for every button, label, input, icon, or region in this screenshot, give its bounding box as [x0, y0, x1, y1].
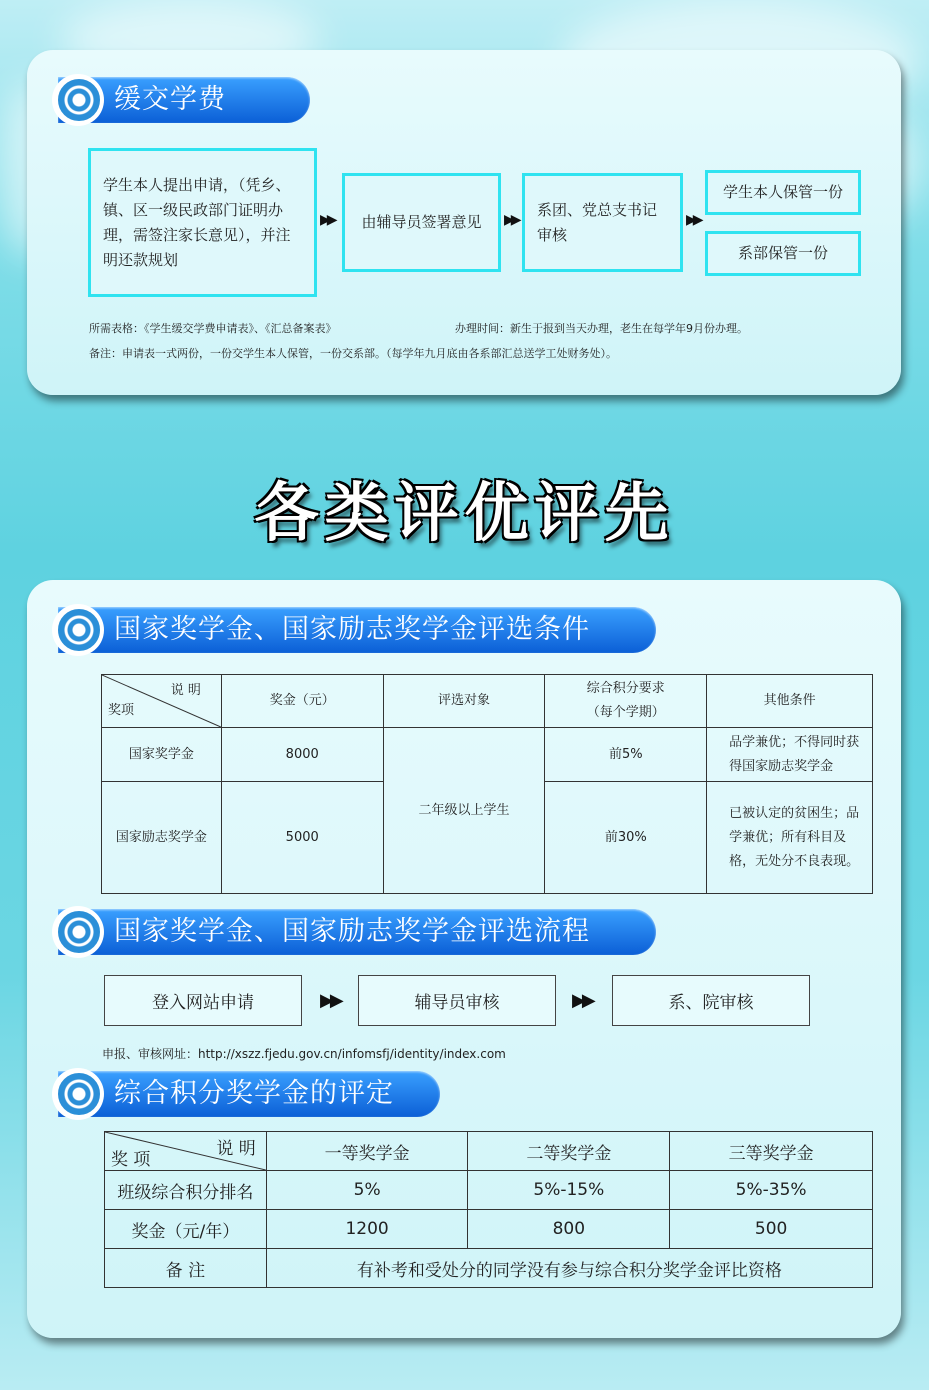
other-conditions: 品学兼优；不得同时获得国家励志奖学金 — [707, 728, 873, 782]
row-label: 奖金（元/年） — [105, 1210, 267, 1249]
column-header: 一等奖学金 — [266, 1132, 468, 1171]
section-title: 国家奖学金、国家励志奖学金评选条件 — [114, 614, 590, 645]
double-arrow-icon: ▶▶ — [504, 212, 518, 228]
process-step-apply-online: 登入网站申请 — [104, 975, 302, 1026]
table-row — [105, 1210, 873, 1249]
double-arrow-icon: ▶▶ — [572, 990, 592, 1011]
section-title: 缓交学费 — [114, 84, 226, 115]
school-logo-icon — [58, 911, 100, 953]
page-title: 各类评优评先 — [254, 477, 675, 551]
column-header: 二等奖学金 — [468, 1132, 670, 1171]
remark-cell: 有补考和受处分的同学没有参与综合积分奖学金评比资格 — [266, 1249, 872, 1288]
process-step-counselor-review: 辅导员审核 — [358, 975, 556, 1026]
table-corner-cell: 说 明 奖 项 — [105, 1132, 267, 1171]
score-requirement: 前30% — [545, 782, 707, 894]
column-header: 综合积分要求 （每个学期） — [545, 675, 707, 728]
flow-step-apply: 学生本人提出申请，（凭乡、镇、区一级民政部门证明办理，需签注家长意见），并注明还款规划 — [88, 148, 317, 297]
section-title: 国家奖学金、国家励志奖学金评选流程 — [114, 916, 590, 947]
school-logo-icon — [58, 1073, 100, 1115]
flow-step-counselor: 由辅导员签署意见 — [342, 173, 501, 272]
row-label: 班级综合积分排名 — [105, 1171, 267, 1210]
award-amount: 8000 — [221, 728, 383, 782]
double-arrow-icon: ▶▶ — [320, 212, 334, 228]
rank-cell: 5%-35% — [670, 1171, 873, 1210]
amount-cell: 500 — [670, 1210, 873, 1249]
application-url: 申报、审核网址：http://xszz.fjedu.gov.cn/infomsfj/identity/index.com — [102, 1047, 506, 1061]
flow-step-student-copy: 学生本人保管一份 — [705, 170, 861, 215]
school-logo-icon — [58, 79, 100, 121]
score-requirement: 前5% — [545, 728, 707, 782]
row-label: 备 注 — [105, 1249, 267, 1288]
table-corner-cell: 说 明 奖项 — [102, 675, 222, 728]
column-header: 其他条件 — [707, 675, 873, 728]
school-logo-icon — [58, 609, 100, 651]
processing-time-note: 办理时间：新生于报到当天办理，老生在每学年9月份办理。 — [455, 322, 748, 335]
other-conditions: 已被认定的贫困生；品学兼优；所有科目及格，无处分不良表现。 — [707, 782, 873, 894]
rank-cell: 5%-15% — [468, 1171, 670, 1210]
award-name: 国家励志奖学金 — [102, 782, 222, 894]
table-row — [102, 728, 873, 782]
deferred-tuition-header — [58, 77, 310, 123]
comprehensive-scholarship-header — [58, 1071, 440, 1117]
eligible-students: 二年级以上学生 — [383, 728, 545, 894]
double-arrow-icon: ▶▶ — [320, 990, 340, 1011]
amount-cell: 800 — [468, 1210, 670, 1249]
award-name: 国家奖学金 — [102, 728, 222, 782]
column-header: 奖金（元） — [221, 675, 383, 728]
table-row — [105, 1171, 873, 1210]
required-forms-note: 所需表格：《学生缓交学费申请表》、《汇总备案表》 — [89, 322, 337, 335]
flow-step-dept-copy: 系部保管一份 — [705, 231, 861, 276]
remark-note: 备注：申请表一式两份，一份交学生本人保管，一份交系部。（每学年九月底由各系部汇总送学工处财务处）。 — [89, 347, 617, 360]
column-header: 三等奖学金 — [670, 1132, 873, 1171]
national-scholarship-criteria-header — [58, 607, 656, 653]
rank-cell: 5% — [266, 1171, 468, 1210]
table-row — [105, 1249, 873, 1288]
section-title: 综合积分奖学金的评定 — [114, 1078, 394, 1109]
flow-step-party-review: 系团、党总支书记审核 — [522, 173, 683, 272]
amount-cell: 1200 — [266, 1210, 468, 1249]
comprehensive-scholarship-table — [104, 1131, 873, 1288]
double-arrow-icon: ▶▶ — [686, 212, 700, 228]
process-step-college-review: 系、院审核 — [612, 975, 810, 1026]
column-header: 评选对象 — [383, 675, 545, 728]
award-amount: 5000 — [221, 782, 383, 894]
national-scholarship-table — [101, 674, 873, 894]
national-scholarship-process-header — [58, 909, 656, 955]
